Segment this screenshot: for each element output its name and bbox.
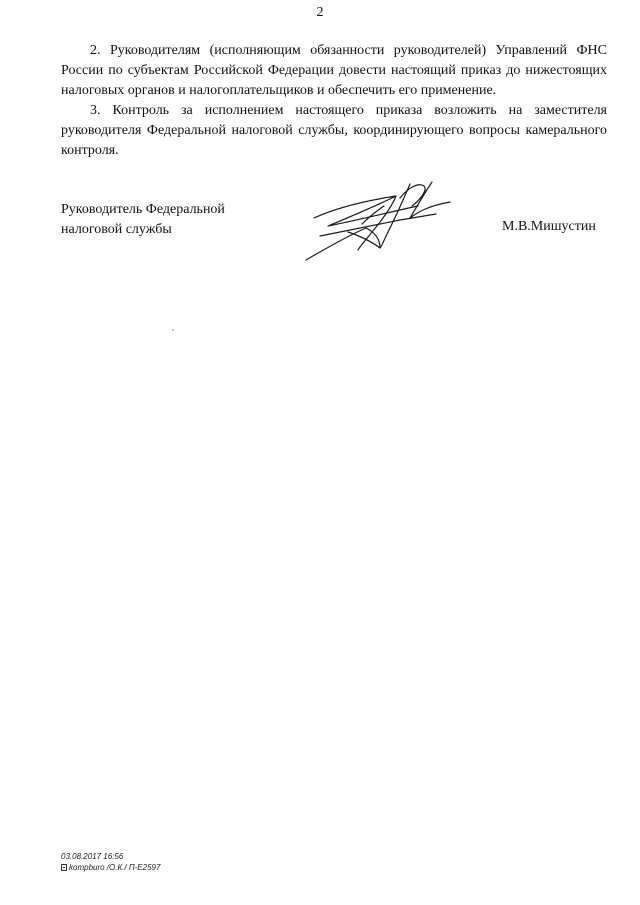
- signer-title: [61, 200, 225, 240]
- footer-file-ref: kompburo /О.К./ П-Е2597: [69, 863, 161, 872]
- page-number: 2: [316, 5, 324, 20]
- paragraph-3: 3. Контроль за исполнением настоящего приказа возложить на заместителя руководителя Федеральной налоговой службы, координирующего вопросы камерального контроля.: [61, 103, 607, 158]
- file-icon: [61, 864, 67, 871]
- footer-date: 03.08.2017 16:56: [61, 852, 124, 861]
- signer-title-line-2: налоговой службы: [61, 222, 172, 237]
- footer: [61, 851, 160, 873]
- document-body: [61, 41, 607, 161]
- paragraph-2: 2. Руководителям (исполняющим обязанности руководителей) Управлений ФНС России по субъектам Российской Федерации довести настоящий приказ до нижестоящих налоговых органов и налогоплательщиков и обеспечить его применение.: [61, 43, 607, 98]
- scan-speck: [172, 329, 174, 331]
- handwritten-signature: [300, 176, 460, 264]
- signer-title-line-1: Руководитель Федеральной: [61, 202, 225, 217]
- footer-file-line: [61, 862, 160, 873]
- signer-name: М.В.Мишустин: [502, 219, 596, 234]
